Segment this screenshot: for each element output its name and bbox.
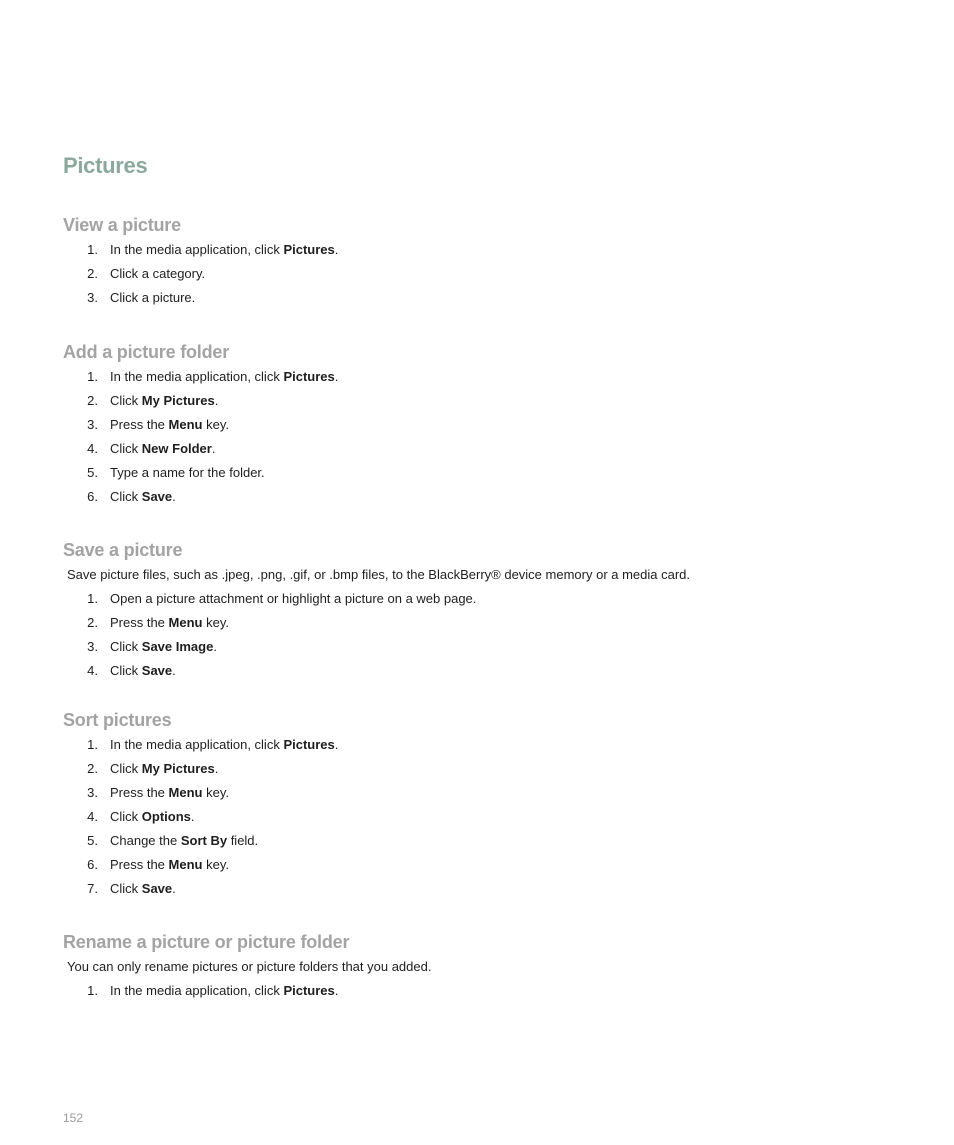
page-number: 152 [63,1111,84,1125]
step-number: 1. [87,591,98,606]
step-bold-text: My Pictures [141,761,215,776]
section-view-a-picture [0,212,954,310]
step-text: Click [110,663,142,678]
section-heading: Sort pictures [63,710,172,730]
step-number: 2. [87,266,98,281]
steps-list [0,365,954,509]
step-text-end: key. [202,785,229,800]
list-item [0,805,954,829]
page-title: Pictures [63,153,148,178]
step-text: Click a category. [110,266,206,281]
list-item [0,485,954,509]
step-text: Click [110,393,142,408]
step-text: Click [110,639,142,654]
step-text: Click [110,809,142,824]
section-sort-pictures [0,707,954,901]
steps-list [0,587,954,683]
list-item [0,829,954,853]
section-intro: Save picture files, such as .jpeg, .png, .gif, or .bmp files, to the BlackBerry® device memory or a media card. [67,567,691,582]
section-intro: You can only rename pictures or picture folders that you added. [67,959,432,974]
section-heading: Rename a picture or picture folder [63,932,350,952]
step-number: 1. [87,983,98,998]
step-text: Press the [110,615,169,630]
step-text: Click [110,489,142,504]
step-bold-text: Options [141,809,191,824]
list-item [0,877,954,901]
step-text: Press the [110,857,169,872]
step-number: 6. [87,857,98,872]
step-number: 4. [87,809,98,824]
section-rename-a-picture-or-folder [0,929,954,1003]
step-number: 3. [87,639,98,654]
step-text: Click [110,881,142,896]
steps-list [0,979,954,1003]
step-text: Press the [110,785,169,800]
section-add-a-picture-folder [0,339,954,509]
step-text-end: . [172,489,176,504]
step-number: 3. [87,290,98,305]
step-number: 4. [87,663,98,678]
step-bold-text: Save Image [141,639,214,654]
section-heading: View a picture [63,215,181,235]
step-text-end: field. [227,833,259,848]
step-text-end: . [213,639,217,654]
step-text: Click a picture. [110,290,196,305]
step-number: 3. [87,785,98,800]
step-number: 5. [87,833,98,848]
step-bold-text: Pictures [283,737,335,752]
list-item [0,262,954,286]
step-text-end: . [334,983,339,998]
list-item [0,286,954,310]
step-number: 2. [87,393,98,408]
list-item [0,238,954,262]
list-item [0,781,954,805]
step-number: 2. [87,761,98,776]
list-item [0,659,954,683]
step-text: In the media application, click [110,737,284,752]
step-text-end: . [214,393,219,408]
step-number: 7. [87,881,98,896]
steps-list [0,238,954,310]
step-text-end: key. [202,615,229,630]
step-bold-text: Menu [168,417,203,432]
step-bold-text: Pictures [283,369,335,384]
section-heading: Add a picture folder [63,342,230,362]
steps-list [0,733,954,901]
step-bold-text: Pictures [283,242,335,257]
step-text-end: . [334,242,339,257]
list-item [0,437,954,461]
step-text: Click [110,441,142,456]
step-number: 5. [87,465,98,480]
step-bold-text: Save [141,489,173,504]
step-text: In the media application, click [110,242,284,257]
step-number: 3. [87,417,98,432]
list-item [0,979,954,1003]
step-bold-text: Save [141,881,173,896]
step-text: Click [110,761,142,776]
list-item [0,611,954,635]
list-item [0,389,954,413]
step-text-end: key. [202,857,229,872]
step-number: 1. [87,369,98,384]
step-text: Change the [110,833,181,848]
step-bold-text: Menu [168,785,203,800]
step-bold-text: Pictures [283,983,335,998]
list-item [0,733,954,757]
list-item [0,461,954,485]
step-number: 1. [87,242,98,257]
list-item [0,365,954,389]
list-item [0,587,954,611]
step-text: Type a name for the folder. [110,465,265,480]
step-text-end: . [334,369,339,384]
step-bold-text: Menu [168,857,203,872]
step-text: In the media application, click [110,983,284,998]
section-heading: Save a picture [63,540,183,560]
step-text-end: . [334,737,339,752]
section-save-a-picture [0,537,954,683]
list-item [0,757,954,781]
step-bold-text: Sort By [180,833,228,848]
step-text-end: . [190,809,195,824]
step-bold-text: Save [141,663,173,678]
step-text: Open a picture attachment or highlight a picture on a web page. [110,591,477,606]
step-bold-text: New Folder [141,441,212,456]
step-text: In the media application, click [110,369,284,384]
step-number: 4. [87,441,98,456]
step-number: 6. [87,489,98,504]
step-text-end: . [172,663,176,678]
step-text-end: . [172,881,176,896]
list-item [0,413,954,437]
step-bold-text: My Pictures [141,393,215,408]
step-text-end: . [211,441,216,456]
step-text-end: key. [202,417,229,432]
step-text-end: . [214,761,219,776]
list-item [0,635,954,659]
step-number: 1. [87,737,98,752]
step-number: 2. [87,615,98,630]
step-bold-text: Menu [168,615,203,630]
list-item [0,853,954,877]
step-text: Press the [110,417,169,432]
